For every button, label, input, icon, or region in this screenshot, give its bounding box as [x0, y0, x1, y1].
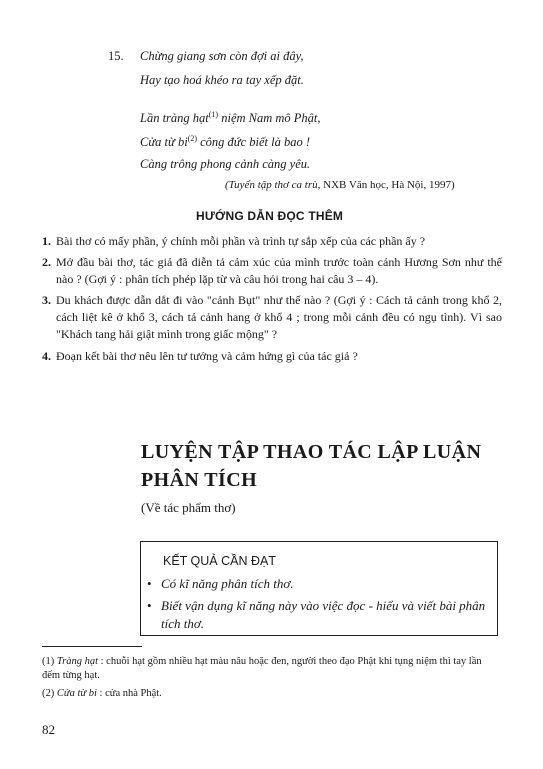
footnote-ref-1: (1) — [208, 110, 219, 119]
lesson-title-line-1: LUYỆN TẬP THAO TÁC LẬP LUẬN — [141, 441, 482, 463]
guide-title: HƯỚNG DẪN ĐỌC THÊM — [196, 209, 344, 223]
question-item: 1. Bài thơ có mấy phần, ý chính mỗi phần và trình tự sắp xếp của các phần ấy ? — [42, 234, 426, 248]
poem-line: Càng trông phong cảnh càng yêu. — [140, 157, 311, 171]
question-item: 4. Đoạn kết bài thơ nêu lên tư tưởng và cảm hứng gì của tác giả ? — [42, 349, 358, 363]
poem-line: Hay tạo hoá khéo ra tay xếp đặt. — [140, 73, 304, 87]
results-box-title: KẾT QUẢ CẦN ĐẠT — [163, 554, 276, 568]
bullet-icon: • — [147, 598, 152, 613]
poem-line-number: 15. — [108, 49, 124, 63]
page-number: 82 — [42, 722, 55, 737]
footnote: (2) Cửa từ bi : cửa nhà Phật. — [42, 688, 162, 699]
footnote: (1) Tràng hạt : chuỗi hạt gồm nhiều hạt màu nâu hoặc đen, người theo đạo Phật khi tụng niệm thì tay lần đếm từng hạt. — [42, 656, 482, 681]
question-item: 3. Du khách được dẫn dắt đi vào "cảnh Bụt" như thế nào ? (Gợi ý : Cách tả cảnh trong khổ 2, cách liệt kê ở khổ 3, cách tả cảnh hang ở khổ 4 ; trong mỗi cảnh đều có ngụ tình). Vì sao "Khách tang hải giật mình trong giấc mộng" ? — [42, 293, 502, 341]
poem-line: Chừng giang sơn còn đợi ai đây, — [140, 49, 304, 63]
results-box — [140, 541, 498, 636]
lesson-subtitle: (Về tác phẩm thơ) — [141, 500, 236, 515]
result-item: • Có kĩ năng phân tích thơ. — [147, 576, 294, 591]
footnote-ref-2: (2) — [187, 134, 197, 143]
question-item: 2. Mở đầu bài thơ, tác giả đã diễn tả cảm xúc của mình trước toàn cảnh Hương Sơn như thế nào ? (Gợi ý : phân tích phép lặp từ và câu hỏi trong hai câu 3 – 4). — [42, 255, 502, 286]
poem-line: Cửa từ $bi^{(2)}$ công đức biết là bao ! — [140, 134, 311, 150]
result-item: • Biết vận dụng kĩ năng này vào việc đọc - hiểu và viết bài phân tích thơ. — [147, 598, 486, 631]
lesson-title-line-2: PHÂN TÍCH — [141, 469, 258, 491]
poem-line: Lần tràng hạt$^{(1)}$ niệm Nam mô Phật, — [140, 110, 321, 126]
poem-source: (Tuyển tập thơ ca trù, NXB Văn học, Hà Nội, 1997) — [225, 179, 455, 191]
footnote-divider — [42, 646, 142, 647]
bullet-icon: • — [147, 576, 152, 591]
